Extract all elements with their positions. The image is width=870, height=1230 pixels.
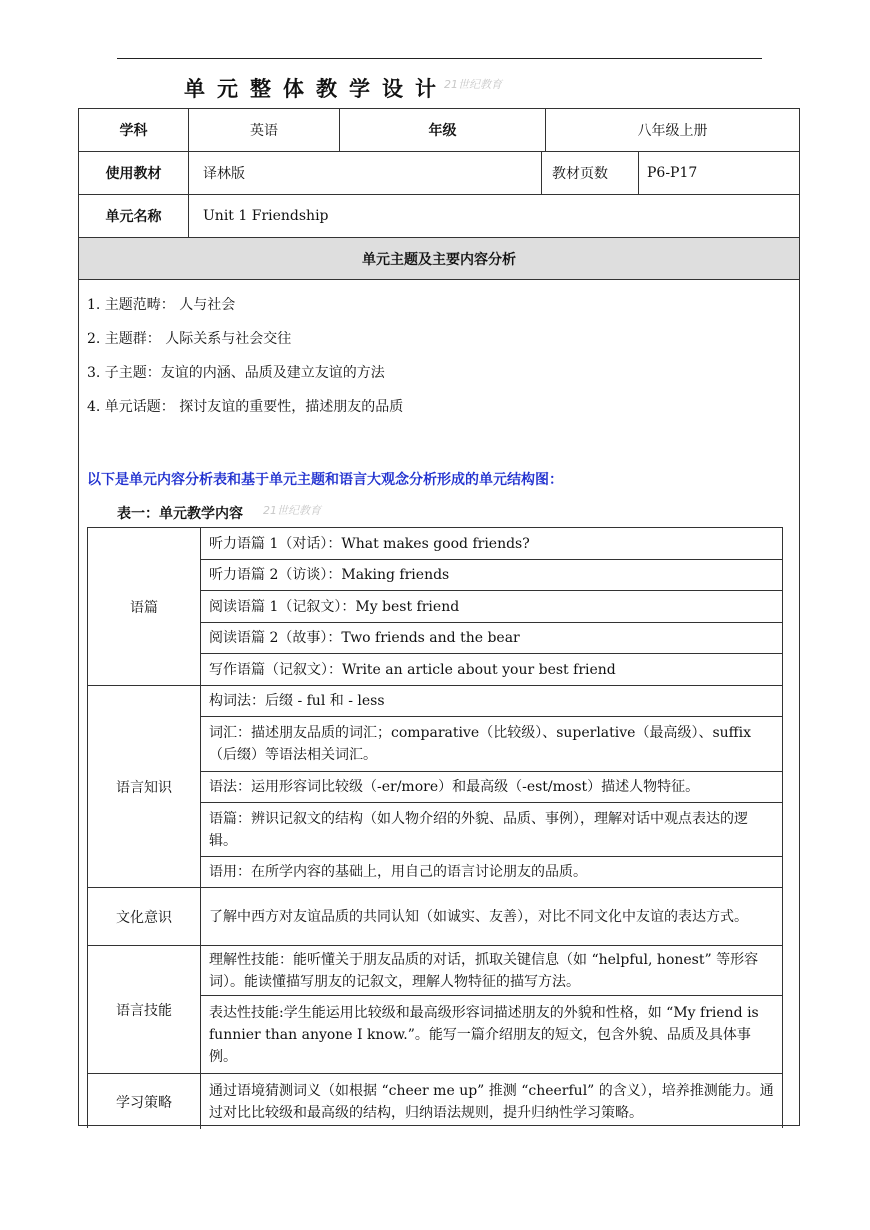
subject-value: 英语 <box>188 109 339 151</box>
subject-row <box>79 109 799 152</box>
unit-content-table <box>87 527 783 1128</box>
textbook-row <box>79 152 799 195</box>
group-label-learning-strategies: 学习策略 <box>116 1094 172 1111</box>
textbook-label: 使用教材 <box>105 166 162 182</box>
subject-label: 学科 <box>119 123 148 139</box>
content-row <box>200 1074 782 1129</box>
content-row <box>200 528 782 560</box>
content-text: 听力语篇 1（对话）：What makes good friends? <box>209 535 530 552</box>
content-text: 阅读语篇 2（故事）：Two friends and the bear <box>209 630 520 646</box>
section-title: 单元主题及主要内容分析 <box>362 251 516 268</box>
pages-label: 教材页数 <box>541 152 638 194</box>
content-row <box>200 803 782 857</box>
content-text: 理解性技能：能听懂关于朋友品质的对话，抓取关键信息（如 “helpful, honest” 等形容词）。能读懂描写朋友的记叙文，理解人物特征的描写方法。 <box>209 951 759 990</box>
theme-item: 3. 子主题：友谊的内涵、品质及建立友谊的方法 <box>87 365 385 381</box>
content-row <box>200 560 782 591</box>
content-row <box>200 772 782 803</box>
group-label-language-skills: 语言技能 <box>88 946 200 1074</box>
theme-item: 1. 主题范畴： 人与社会 <box>87 297 236 313</box>
content-text: 写作语篇（记叙文）：Write an article about your best friend <box>209 661 616 678</box>
content-row <box>200 857 782 888</box>
content-row <box>200 946 782 996</box>
theme-item: 2. 主题群： 人际关系与社会交往 <box>87 331 292 347</box>
analysis-intro: 以下是单元内容分析表和基于单元主题和语言大观念分析形成的单元结构图： <box>87 472 563 488</box>
content-row <box>200 623 782 654</box>
content-row <box>200 888 782 946</box>
header-rule <box>117 58 762 59</box>
unit-label: 单元名称 <box>105 209 162 225</box>
group-label-discourse: 语篇 <box>88 528 200 686</box>
content-text: 通过语境猜测词义（如根据 “cheer me up” 推测 “cheerful” 的含义），培养推测能力。通过对比比较级和最高级的结构，归纳语法规则，提升归纳性学习策略。 <box>209 1082 774 1121</box>
content-row <box>200 996 782 1074</box>
content-text: 构词法：后缀 - ful 和 - less <box>209 693 385 709</box>
content-text: 听力语篇 2（访谈）：Making friends <box>209 567 450 583</box>
group-label-culture: 文化意识 <box>88 888 200 946</box>
content-row <box>200 654 782 686</box>
content-row <box>200 591 782 623</box>
pages-value: P6-P17 <box>638 152 799 194</box>
lesson-design-table <box>78 108 800 1126</box>
content-text: 词汇：描述朋友品质的词汇；comparative（比较级）、superlative（最高级）、suffix（后缀）等语法相关词汇。 <box>209 725 751 763</box>
content-text: 语用：在所学内容的基础上，用自己的语言讨论朋友的品质。 <box>209 864 587 880</box>
watermark-logo: 21世纪教育 <box>444 78 502 91</box>
theme-list <box>87 295 403 431</box>
content-text: 阅读语篇 1（记叙文）：My best friend <box>209 598 460 615</box>
content-text: 表达性技能:学生能运用比较级和最高级形容词描述朋友的外貌和性格，如 “My friend is funnier than anyone I know.”。能写一篇介绍朋友的短文，包含外貌、品质及具体事例。 <box>209 1004 759 1065</box>
group-label-language-knowledge: 语言知识 <box>88 686 200 888</box>
page-title: 单元整体教学设计 <box>184 77 448 101</box>
unit-value: Unit 1 Friendship <box>188 195 799 237</box>
content-text: 语法：运用形容词比较级（-er/more）和最高级（-est/most）描述人物特征。 <box>209 779 700 795</box>
content-row <box>200 686 782 717</box>
theme-item: 4. 单元话题： 探讨友谊的重要性，描述朋友的品质 <box>87 399 404 415</box>
content-text: 语篇：辨识记叙文的结构（如人物介绍的外貌、品质、事例），理解对话中观点表达的逻辑。 <box>209 810 748 849</box>
content-row <box>200 717 782 772</box>
table-caption: 表一：单元教学内容 <box>117 506 243 522</box>
unit-row <box>79 195 799 238</box>
watermark-logo: 21世纪教育 <box>263 504 321 517</box>
textbook-value: 译林版 <box>188 152 541 194</box>
content-text: 了解中西方对友谊品质的共同认知（如诚实、友善），对比不同文化中友谊的表达方式。 <box>209 908 748 925</box>
section-header-row <box>79 238 799 280</box>
grade-value: 八年级上册 <box>545 109 799 151</box>
grade-label: 年级 <box>339 109 545 151</box>
